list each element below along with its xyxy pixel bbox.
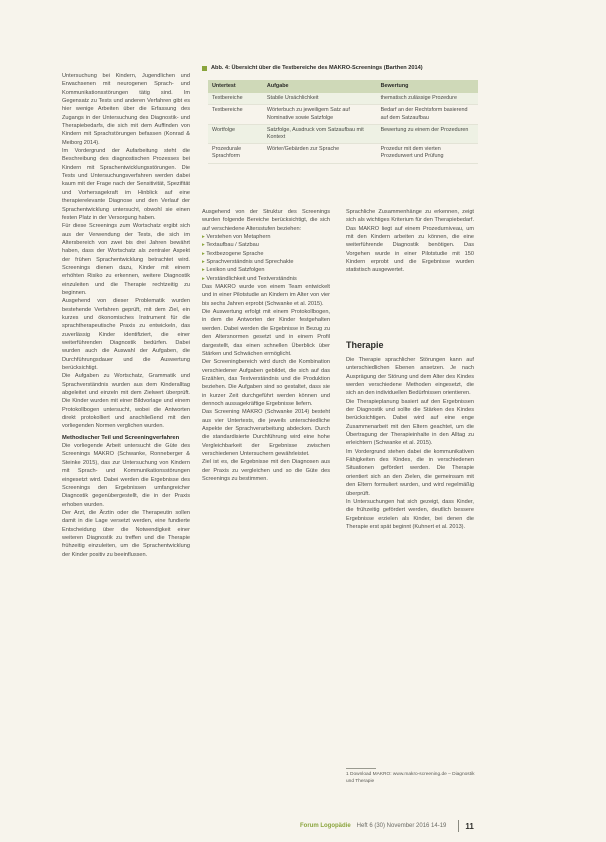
paragraph: In Untersuchungen hat sich gezeigt, dass Kinder, die frühzeitig gefördert werden, deutlich bessere Ergebnisse erzielen als Kinder, bei denen die Therapie erst spät beginnt (Kuhnert et al. 2013). — [346, 498, 474, 530]
square-bullet-icon — [202, 66, 207, 71]
paragraph: Sprachliche Zusammenhänge zu erkennen, zeigt sich als wichtiges Kriterium für den Therapiebedarf. Das MAKRO liegt auf einem Prozedurniveau, um mit den Kindern arbeiten zu können, die eine weiterführende Diagnostik benötigen. Das Vorgehen wurde in einer Pilotstudie mit 150 Kindern erprobt und die Ergebnisse wurden statistisch ausgewertet. — [346, 209, 474, 274]
paragraph: Der Arzt, die Ärztin oder die Therapeutin sollen damit in die Lage versetzt werden, eine fundierte Entscheidung über die Notwendigkeit einer weiteren Diagnostik zu treffen und die Therapie frühzeitig einzuleiten, um die Sprachentwicklung der Kinder positiv zu beeinflussen. — [62, 509, 190, 558]
paragraph: Ziel ist es, die Ergebnisse mit den Diagnosen aus der Praxis zu vergleichen und so die Güte des Screenings zu bestimmen. — [202, 459, 330, 482]
page-footer — [300, 820, 560, 832]
table-header-row — [208, 80, 478, 93]
paragraph: Für diese Screenings zum Wortschatz ergibt sich aus der Verwendung der Tests, die sich im Altersbereich von zwei bis drei Jahren bewährt haben, dass der Wortschatz als zentraler Aspekt der frühen Sprachentwicklung betrachtet wird. Screenings dienen dazu, Kinder mit einem erhöhten Risiko zu erkennen, weitere Diagnostik einzuleiten und die Therapie rechtzeitig zu beginnen. — [62, 223, 190, 296]
table-cell: Stabile Ursächlichkeit — [263, 93, 377, 105]
table-caption — [202, 65, 482, 71]
table-row — [208, 105, 478, 124]
table-cell: Prozedur mit dem vierten Prozedurwert und Prüfung — [377, 144, 478, 163]
right-text-column-continued — [346, 356, 474, 756]
table-cell: Wortfolge — [208, 124, 263, 143]
footnote-divider — [346, 768, 376, 769]
table-cell: Bedarf an der Rechtsform basierend auf dem Satzaufbau — [377, 105, 478, 124]
table-header-cell: Untertest — [208, 80, 263, 93]
table-cell: Wörterbuch zu jeweiligem Satz auf Nominative sowie Satzfolge — [263, 105, 377, 124]
list-item: ▸ Verstehen von Metaphern — [202, 233, 330, 241]
list-item: ▸ Textaufbau / Satzbau — [202, 241, 330, 249]
footnote: 1 Download MAKRO: www.makro-screening.de – Diagnostik und Therapie — [346, 772, 475, 784]
paragraph: Das MAKRO wurde von einem Team entwickelt und in einer Pilotstudie an Kindern im Alter von vier bis sechs Jahren erprobt (Schwanke et al. 2015). — [202, 284, 330, 307]
table-header-cell: Aufgabe — [263, 80, 377, 93]
issue-info: Heft 6 (30) November 2016 14-19 — [356, 823, 447, 829]
table-row — [208, 93, 478, 105]
paragraph: Das Screening MAKRO (Schwanke 2014) besteht aus vier Untertests, die jeweils unterschiedliche Aspekte der Sprachverarbeitung abdecken. Durch die standardisierte Durchführung wird eine hohe Vergleichbarkeit der Ergebnisse zwischen verschiedenen Untersuchern gewährleistet. — [202, 409, 330, 457]
paragraph: Die Therapie sprachlicher Störungen kann auf unterschiedlichen Ebenen ansetzen. Je nach Ausprägung der Störung und dem Alter des Kindes werden verschiedene Methoden eingesetzt, die sich an den individuellen Bedürfnissen orientieren. — [346, 357, 474, 397]
table-cell: Wörter/Gebärden zur Sprache — [263, 144, 377, 163]
table-cell: Prozedurale Sprachform — [208, 144, 263, 163]
paragraph: Die Therapieplanung basiert auf den Ergebnissen der Diagnostik und sollte die Stärken des Kindes berücksichtigen. Dabei wird auf eine enge Zusammenarbeit mit den Eltern geachtet, um die Übertragung der Therapieinhalte in den Alltag zu erleichtern (Schwanke et al. 2015). — [346, 398, 474, 447]
table-header-cell: Bewertung — [377, 80, 478, 93]
table-cell: Textbereiche — [208, 105, 263, 124]
paragraph: Im Vordergrund der Aufarbeitung steht die Beschreibung des diagnostischen Prozesses bei Kindern mit Sprachentwicklungsstörungen. Die Tests und Untersuchungsverfahren werden dabei kaum mit der Frage nach der Sensitivität, Spezifität und Vorhersagekraft im Hinblick auf eine therapierelevante Diagnose und den Verlauf der Sprachentwicklung untersucht, obwohl sie einen festen Platz in der Versorgung haben. — [62, 148, 190, 221]
paragraph: Untersuchung bei Kindern, Jugendlichen und Erwachsenen mit neurogenen Sprach- und Kommunikationsstörungen tätig sind. Im Gegensatz zu Tests und anderen Verfahren gibt es hier wenige Arbeiten über die Erfassung des Zugangs in der Untersuchung des Diagnostik- und Therapiebedarfs, die sich mit dem Auffinden von Kindern mit Sprachstörungen befassen (Konrad & Meiborg 2014). — [62, 73, 190, 146]
table-cell: Bewertung zu einem der Prozeduren — [377, 124, 478, 143]
paragraph: Der Screeningbereich wird durch die Kombination verschiedener Aufgaben gebildet, die sich auf das Erzählen, das Textverständnis und die Produktion beziehen. Die Aufgaben sind so gestaltet, dass sie in kurzer Zeit durchgeführt werden können und dennoch aussagekräftige Ergebnisse liefern. — [202, 359, 330, 407]
table-row — [208, 144, 478, 163]
paragraph: Ausgehend von der Struktur des Screenings wurden folgende Bereiche berücksichtigt, die sich auf verschiedene Altersstufen beziehen: — [202, 209, 330, 232]
bullet-list — [202, 233, 330, 283]
paragraph: Die Aufgaben zu Wortschatz, Grammatik und Sprachverständnis wurden aus dem Kinderalltag abgeleitet und einzeln mit dem Zielwert überprüft. Die Kinder wurden mit einer Bildvorlage und einem Protokollbogen untersucht, wobei die Antworten direkt protokolliert und anschließend mit den vorliegenden Normen verglichen wurden. — [62, 373, 190, 430]
list-item: ▸ Lexikon und Satzfolgen — [202, 266, 330, 274]
journal-name: Forum Logopädie — [300, 823, 351, 829]
footer-divider — [458, 820, 459, 832]
paragraph: Die vorliegende Arbeit untersucht die Güte des Screenings MAKRO (Schwanke, Ronneberger & Steinke 2015), das zur Untersuchung von Kindern mit Sprach- und Kommunikationsstörungen eingesetzt wird. Dabei werden die Ergebnisse des Screenings den Ergebnissen umfangreicher Diagnostik gegenübergestellt, die in der Praxis erhoben wurden. — [62, 443, 190, 508]
left-text-column — [62, 72, 190, 812]
list-item: ▸ Verständlichkeit und Textverständnis — [202, 275, 330, 283]
right-text-column — [346, 208, 474, 336]
table-cell: Satzfolge, Ausdruck vom Satzaufbau mit Kontext — [263, 124, 377, 143]
overview-table — [208, 80, 478, 164]
page-number: 11 — [465, 821, 474, 831]
list-item: ▸ Sprachverständnis und Sprechakte — [202, 258, 330, 266]
paragraph: Im Vordergrund stehen dabei die kommunikativen Fähigkeiten des Kindes, die in verschiedenen Situationen gefördert werden. Die Therapie orientiert sich an den Zielen, die gemeinsam mit den Eltern formuliert wurden, und wird regelmäßig überprüft. — [346, 448, 474, 497]
paragraph: Die Auswertung erfolgt mit einem Protokollbogen, in dem die Antworten der Kinder festgehalten werden. Dabei werden die Ergebnisse in Bezug zu den Altersnormen gesetzt und in einem Profil dargestellt, das einen schnellen Überblick über Stärken und Schwächen ermöglicht. — [202, 309, 330, 357]
table-cell: Textbereiche — [208, 93, 263, 105]
list-item: ▸ Textbezogene Sprache — [202, 250, 330, 258]
paragraph: Ausgehend von dieser Problematik wurden bestehende Verfahren geprüft, mit dem Ziel, ein kurzes und ökonomisches Instrument für die sprachtherapeutische Praxis zu entwickeln, das zuverlässig Kinder identifiziert, die einer weiterführenden Diagnostik bedürfen. Dabei wurden auch die Auswahl der Aufgaben, die Durchführungsdauer und die Auswertung berücksichtigt. — [62, 298, 190, 372]
subheading: Methodischer Teil und Screeningverfahren — [62, 434, 180, 441]
section-heading-therapie: Therapie — [346, 340, 384, 350]
middle-text-column — [202, 208, 330, 738]
table-cell: thematisch zulässige Prozedure — [377, 93, 478, 105]
table-row — [208, 124, 478, 143]
table-caption-text: Abb. 4: Übersicht über die Testbereiche des MAKRO-Screenings (Barthen 2014) — [211, 65, 423, 71]
